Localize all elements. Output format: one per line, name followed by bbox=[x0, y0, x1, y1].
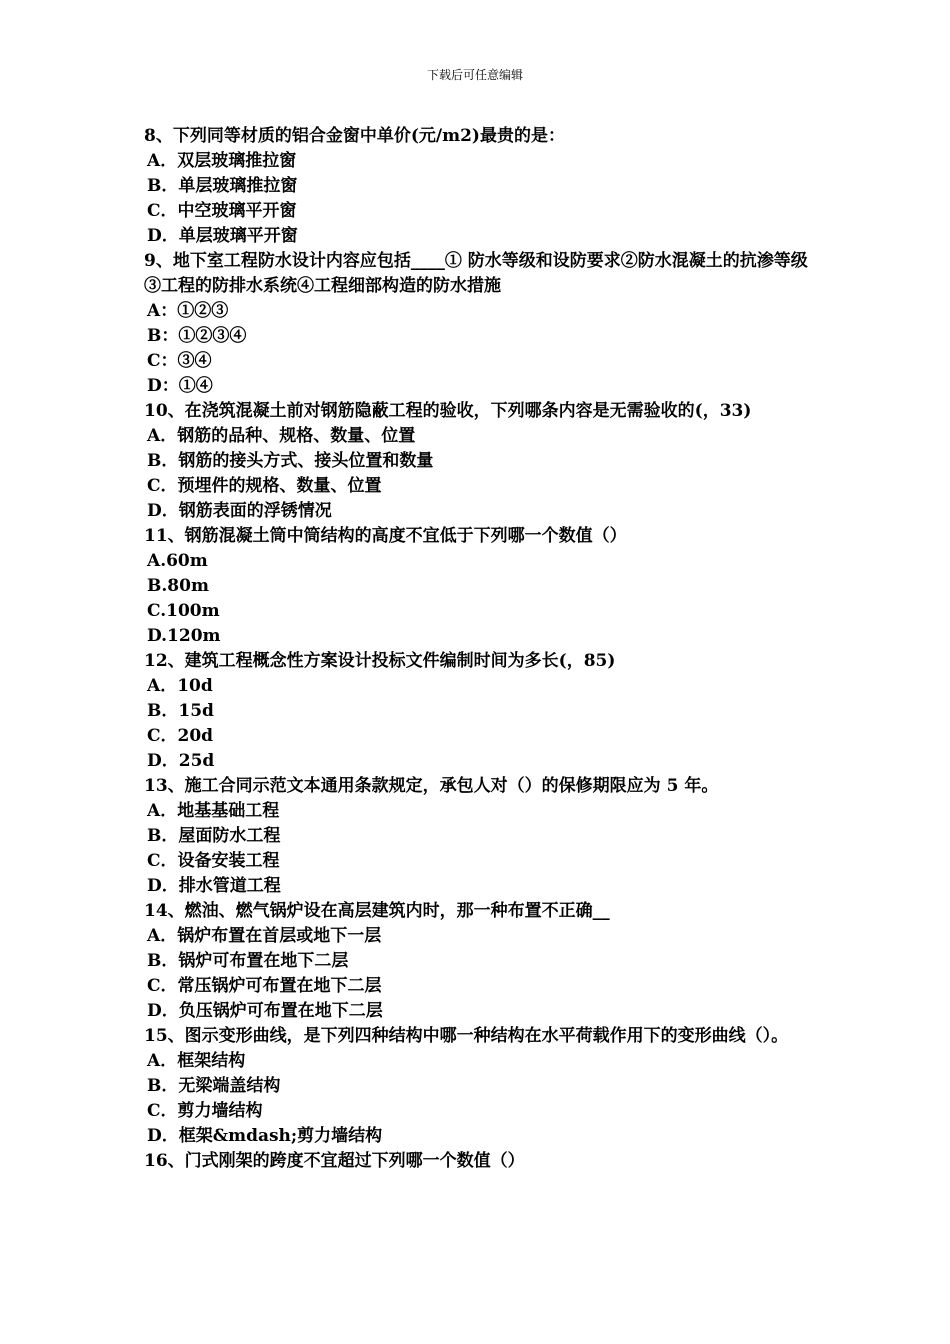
answer-option: B：①②③④ bbox=[147, 326, 247, 346]
question-block bbox=[144, 899, 824, 1024]
answer-option: A．钢筋的品种、规格、数量、位置 bbox=[147, 426, 416, 446]
answer-option: A．10d bbox=[147, 676, 213, 696]
question-text: 16、门式刚架的跨度不宜超过下列哪一个数值（） bbox=[144, 1151, 525, 1171]
answer-option: D．框架&mdash;剪力墙结构 bbox=[147, 1126, 383, 1146]
answer-option: C．20d bbox=[147, 726, 214, 746]
answer-option: C．常压锅炉可布置在地下二层 bbox=[147, 976, 382, 996]
question-block bbox=[144, 1024, 824, 1149]
answer-option: C．预埋件的规格、数量、位置 bbox=[147, 476, 382, 496]
answer-option: A．锅炉布置在首层或地下一层 bbox=[147, 926, 382, 946]
answer-option: B．锅炉可布置在地下二层 bbox=[147, 951, 349, 971]
question-block bbox=[144, 1149, 824, 1174]
question-text: 8、下列同等材质的铝合金窗中单价(元/m2)最贵的是： bbox=[144, 126, 565, 146]
answer-option: B.80m bbox=[147, 576, 209, 596]
answer-option: A.60m bbox=[147, 551, 208, 571]
question-list bbox=[144, 124, 824, 1174]
question-block bbox=[144, 399, 824, 524]
answer-option: D．负压锅炉可布置在地下二层 bbox=[147, 1001, 383, 1021]
answer-option: B．钢筋的接头方式、接头位置和数量 bbox=[147, 451, 434, 471]
answer-option: A．框架结构 bbox=[147, 1051, 246, 1071]
question-text: 13、施工合同示范文本通用条款规定，承包人对（）的保修期限应为 5 年。 bbox=[144, 776, 719, 796]
question-text: 15、图示变形曲线，是下列四种结构中哪一种结构在水平荷载作用下的变形曲线（）。 bbox=[144, 1026, 789, 1046]
answer-option: D.120m bbox=[147, 626, 221, 646]
answer-option: C．剪力墙结构 bbox=[147, 1101, 263, 1121]
answer-option: B．单层玻璃推拉窗 bbox=[147, 176, 298, 196]
answer-option: D．25d bbox=[147, 751, 215, 771]
question-text: 10、在浇筑混凝土前对钢筋隐蔽工程的验收，下列哪条内容是无需验收的(，33) bbox=[144, 401, 752, 421]
question-text: 12、建筑工程概念性方案设计投标文件编制时间为多长(，85) bbox=[144, 651, 616, 671]
question-block bbox=[144, 124, 824, 249]
answer-option: D．钢筋表面的浮锈情况 bbox=[147, 501, 332, 521]
question-text: 11、钢筋混凝土筒中筒结构的高度不宜低于下列哪一个数值（） bbox=[144, 526, 627, 546]
question-block bbox=[144, 649, 824, 774]
answer-option: D．排水管道工程 bbox=[147, 876, 281, 896]
answer-option: C：③④ bbox=[147, 351, 212, 371]
answer-option: A．双层玻璃推拉窗 bbox=[147, 151, 297, 171]
answer-option: C．设备安装工程 bbox=[147, 851, 280, 871]
answer-option: B．屋面防水工程 bbox=[147, 826, 281, 846]
answer-option: B．15d bbox=[147, 701, 214, 721]
answer-option: C.100m bbox=[147, 601, 220, 621]
question-text: 9、地下室工程防水设计内容应包括____① 防水等级和设防要求②防水混凝土的抗渗等级③工程的防排水系统④工程细部构造的防水措施 bbox=[144, 251, 808, 296]
answer-option: D．单层玻璃平开窗 bbox=[147, 226, 298, 246]
question-block bbox=[144, 774, 824, 899]
answer-option: A．地基基础工程 bbox=[147, 801, 280, 821]
answer-option: D：①④ bbox=[147, 376, 213, 396]
question-text: 14、燃油、燃气锅炉设在高层建筑内时，那一种布置不正确__ bbox=[144, 901, 610, 921]
question-block bbox=[144, 249, 824, 399]
page-header: 下载后可任意编辑 bbox=[426, 68, 523, 82]
answer-option: C．中空玻璃平开窗 bbox=[147, 201, 297, 221]
answer-option: A：①②③ bbox=[147, 301, 229, 321]
answer-option: B．无梁端盖结构 bbox=[147, 1076, 281, 1096]
question-block bbox=[144, 524, 824, 649]
